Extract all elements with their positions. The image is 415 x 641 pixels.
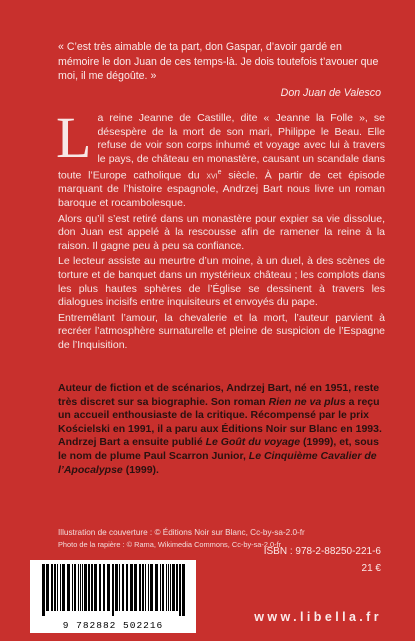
- synopsis-text: siècle. À partir de cet épisode marquant de l’histoire espagnole, Andrzej Bart nous livre un roman baroque et rocambolesque.: [58, 169, 385, 210]
- barcode-bar: [168, 564, 169, 611]
- barcode-bar: [170, 564, 171, 611]
- synopsis: [56, 105, 385, 355]
- barcode-bar: [172, 564, 175, 611]
- barcode-bar: [78, 564, 79, 611]
- barcode-bar: [179, 564, 181, 616]
- barcode-bar: [51, 564, 53, 611]
- price: 21 €: [361, 563, 381, 574]
- epigraph-attribution: Don Juan de Valesco: [280, 87, 381, 99]
- drop-cap: L: [56, 105, 92, 170]
- barcode-bar: [82, 564, 83, 611]
- century-superscript: e: [217, 169, 222, 177]
- barcode-bar: [99, 564, 101, 611]
- barcode-bar: [126, 564, 128, 611]
- barcode-bar: [166, 564, 167, 611]
- barcode-bar: [91, 564, 93, 611]
- barcode-bar: [150, 564, 153, 611]
- barcode-bar: [67, 564, 70, 611]
- barcode-bar: [122, 564, 124, 611]
- barcode-bar: [139, 564, 141, 611]
- barcode-bar: [115, 564, 118, 611]
- barcode-bar: [176, 564, 178, 611]
- barcode-bar: [145, 564, 146, 611]
- book-title: Rien ne va plus: [268, 395, 346, 408]
- synopsis-paragraph-1: [56, 105, 385, 211]
- synopsis-text: a reine Jeanne de Castille, dite « Jeanne la Folle », se désespère de la mort de son mari, Philippe le Beau. Elle refuse de voir son corps inhumé et voyage avec lui à travers le pays, de château en monastère, causant un scandale dans toute l’Europe catholique du: [58, 112, 385, 182]
- barcode-bar: [103, 564, 105, 611]
- barcode-bar: [94, 564, 97, 611]
- barcode-bar: [60, 564, 61, 611]
- barcode-bar: [112, 564, 114, 616]
- barcode-bar: [42, 564, 45, 616]
- book-title: Le Cinquième Cavalier de l’Apocalypse: [58, 449, 377, 476]
- barcode-bar: [72, 564, 73, 611]
- book-title: Le Goût du voyage: [205, 436, 301, 449]
- barcode-bar: [107, 564, 110, 611]
- isbn-block: [264, 543, 381, 577]
- barcode-bar: [57, 564, 58, 611]
- barcode-bar: [54, 564, 56, 611]
- barcode-bar: [84, 564, 87, 611]
- synopsis-paragraph-3: Le lecteur assiste au meurtre d’un moine, à un duel, à des scènes de torture et de banquet dans un mystérieux château ; les complots dans les plus hautes sphères de l’Église se dessinent à travers les dialogues incisifs entre inquisiteurs et envoyés du pape.: [58, 255, 385, 309]
- bio-text: Auteur de fiction et de scénarios, Andrzej Bart, né en 1951, reste très discret sur sa biographie. Son roman: [58, 382, 380, 408]
- barcode-bar: [160, 564, 161, 611]
- barcode-bar: [88, 564, 90, 611]
- synopsis-paragraph-4: Entremêlant l’amour, la chevalerie et la mort, l’auteur parvient à recréer l’atmosphère surnaturelle et pleine de suspicion de l’Espagne de l’Inquisition.: [58, 311, 385, 351]
- barcode-bars: [40, 564, 186, 616]
- illustration-credit: Illustration de couverture : © Éditions Noir sur Blanc, Cc-by-sa-2.0-fr: [58, 528, 305, 537]
- barcode-bar: [130, 564, 133, 611]
- website: www.libella.fr: [254, 610, 382, 624]
- century-numeral: xvi: [206, 169, 218, 182]
- barcode-bar: [46, 564, 49, 611]
- barcode-bar: [134, 564, 137, 611]
- barcode-bar: [119, 564, 120, 611]
- barcode-bar: [162, 564, 164, 611]
- isbn: ISBN : 978-2-88250-221-6: [263, 546, 381, 557]
- barcode-bar: [62, 564, 65, 611]
- barcode-bar: [148, 564, 149, 611]
- barcode: [30, 560, 196, 633]
- bio-text: (1999).: [122, 463, 159, 476]
- author-bio: [58, 382, 388, 477]
- photo-credit: Photo de la rapière : © Rama, Wikimedia Commons, Cc-by-sa-2.0-fr: [58, 540, 282, 549]
- barcode-bar: [142, 564, 144, 611]
- epigraph-quote: « C’est très aimable de ta part, don Gaspar, d’avoir gardé en mémoire le don Juan de ces temps-là. Je dois toutefois t’avouer que moi, il me dégoûte. »: [58, 41, 379, 82]
- synopsis-paragraph-2: Alors qu’il s’est retiré dans un monastère pour expier sa vie dissolue, don Juan est appelé à la rescousse afin de ramener la reine à la raison. Il gagne peu à peu sa confiance.: [58, 212, 385, 252]
- barcode-bar: [74, 564, 76, 611]
- barcode-bar: [182, 564, 185, 616]
- bio-text: a reçu un accueil enthousiaste de la critique. Récompensé par le prix Kościelski en 1991, il a paru aux Éditions Noir sur Blanc en 1993. Andrzej Bart a ensuite publié: [58, 395, 382, 449]
- bio-text: (1999), et, sous le nom de plume Paul Scarron Junior,: [58, 436, 379, 462]
- barcode-bar: [80, 564, 81, 611]
- barcode-number: 9 782882 502216: [62, 620, 164, 631]
- barcode-bar: [155, 564, 158, 611]
